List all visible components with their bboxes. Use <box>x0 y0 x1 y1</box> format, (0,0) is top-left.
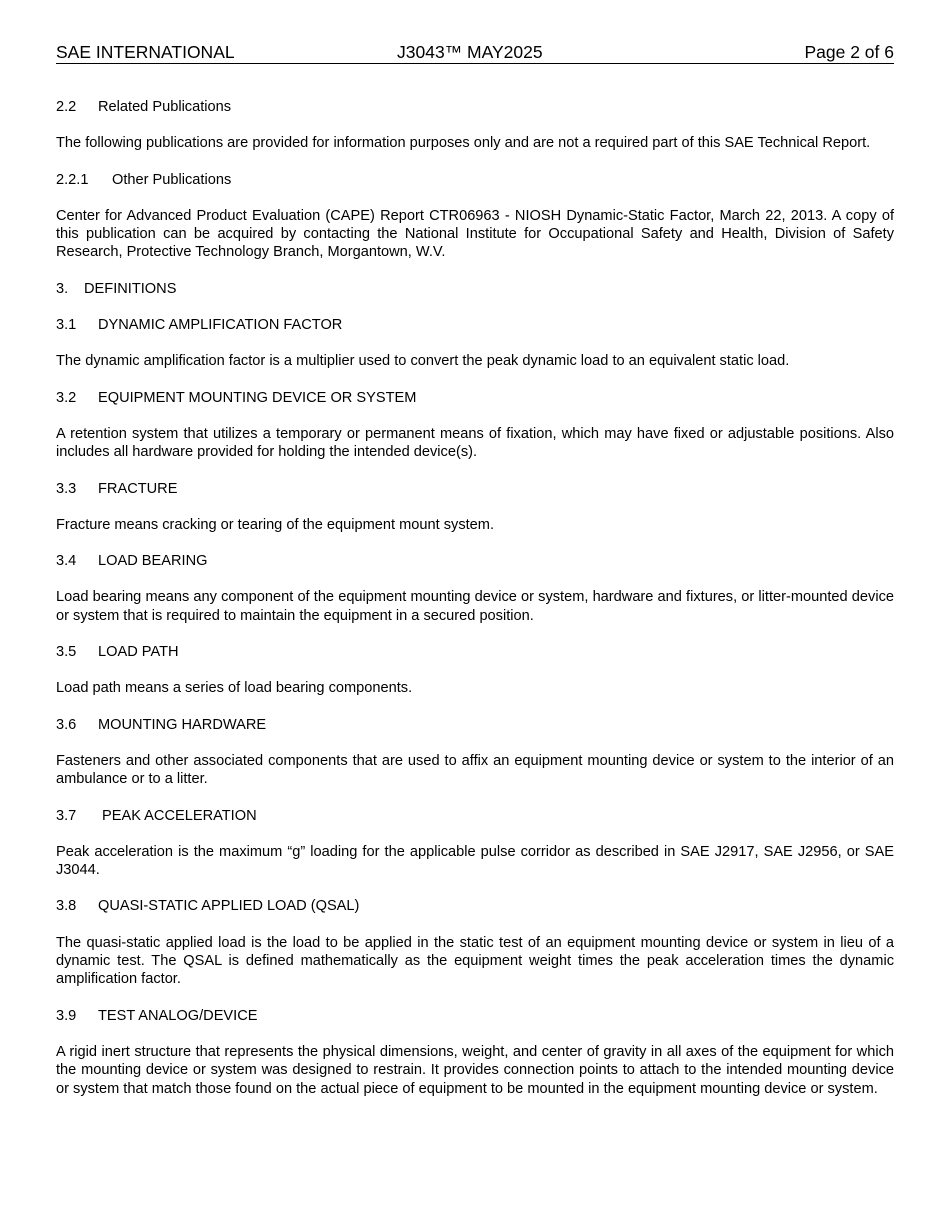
heading-3-4: 3.4 LOAD BEARING <box>56 553 208 570</box>
heading-3-3: 3.3 FRACTURE <box>56 480 178 497</box>
paragraph-3-2: A retention system that utilizes a temporary or permanent means of fixation, which may have fixed or adjustable positions. Also includes all hardware provided for holding the intended device(s). <box>56 425 894 461</box>
heading-3: 3. DEFINITIONS <box>56 280 177 297</box>
paragraph-3-3: Fracture means cracking or tearing of the equipment mount system. <box>56 516 495 533</box>
heading-2-2-1: 2.2.1 Other Publications <box>56 171 232 188</box>
heading-3-6: 3.6 MOUNTING HARDWARE <box>56 716 267 733</box>
paragraph-2-2-1: Center for Advanced Product Evaluation (CAPE) Report CTR06963 - NIOSH Dynamic-Static Factor, March 22, 2013. A copy of this publication can be acquired by contacting the National Institute for Occupational Safety and Health, Division of Safety Research, Protective Technology Branch, Morgantown, W.V. <box>56 207 894 261</box>
heading-3-5: 3.5 LOAD PATH <box>56 644 179 661</box>
page-header <box>56 0 894 64</box>
header-org: SAE INTERNATIONAL <box>56 42 235 62</box>
paragraph-3-4: Load bearing means any component of the equipment mounting device or system, hardware and fixtures, or litter-mounted device or system that is required to maintain the equipment in a secured position. <box>56 589 894 624</box>
heading-3-1: 3.1 DYNAMIC AMPLIFICATION FACTOR <box>56 317 343 334</box>
header-page-number: Page 2 of 6 <box>804 42 894 62</box>
document-body <box>56 98 894 1098</box>
heading-3-9: 3.9 TEST ANALOG/DEVICE <box>56 1007 258 1024</box>
heading-3-2: 3.2 EQUIPMENT MOUNTING DEVICE OR SYSTEM <box>56 389 417 406</box>
heading-2-2: 2.2 Related Publications <box>56 99 232 115</box>
heading-3-8: 3.8 QUASI-STATIC APPLIED LOAD (QSAL) <box>56 898 360 915</box>
paragraph-3-5: Load path means a series of load bearing components. <box>56 680 413 697</box>
header-doc-id: J3043™ MAY2025 <box>397 42 543 62</box>
paragraph-3-7: Peak acceleration is the maximum “g” loading for the applicable pulse corridor as described in SAE J2917, SAE J2956, or SAE J3044. <box>56 843 894 879</box>
heading-3-7: 3.7 PEAK ACCELERATION <box>56 807 257 824</box>
paragraph-3-1: The dynamic amplification factor is a multiplier used to convert the peak dynamic load to an equivalent static load. <box>56 353 790 370</box>
paragraph-3-6: Fasteners and other associated components that are used to affix an equipment mounting device or system to the interior of an ambulance or to a litter. <box>56 752 894 788</box>
paragraph-3-9: A rigid inert structure that represents the physical dimensions, weight, and center of gravity in all axes of the equipment for which the mounting device or system was designed to restrain. It provides connection points to attach to the intended mounting device or system that match those found on the actual piece of equipment to be mounted in the equipment mounting device or system. <box>56 1043 894 1097</box>
paragraph-3-8: The quasi-static applied load is the load to be applied in the static test of an equipment mounting device or system in lieu of a dynamic test. The QSAL is defined mathematically as the equipment weight times the peak acceleration times the dynamic amplification factor. <box>56 934 894 988</box>
paragraph-2-2: The following publications are provided for information purposes only and are not a required part of this SAE Technical Report. <box>56 135 871 152</box>
